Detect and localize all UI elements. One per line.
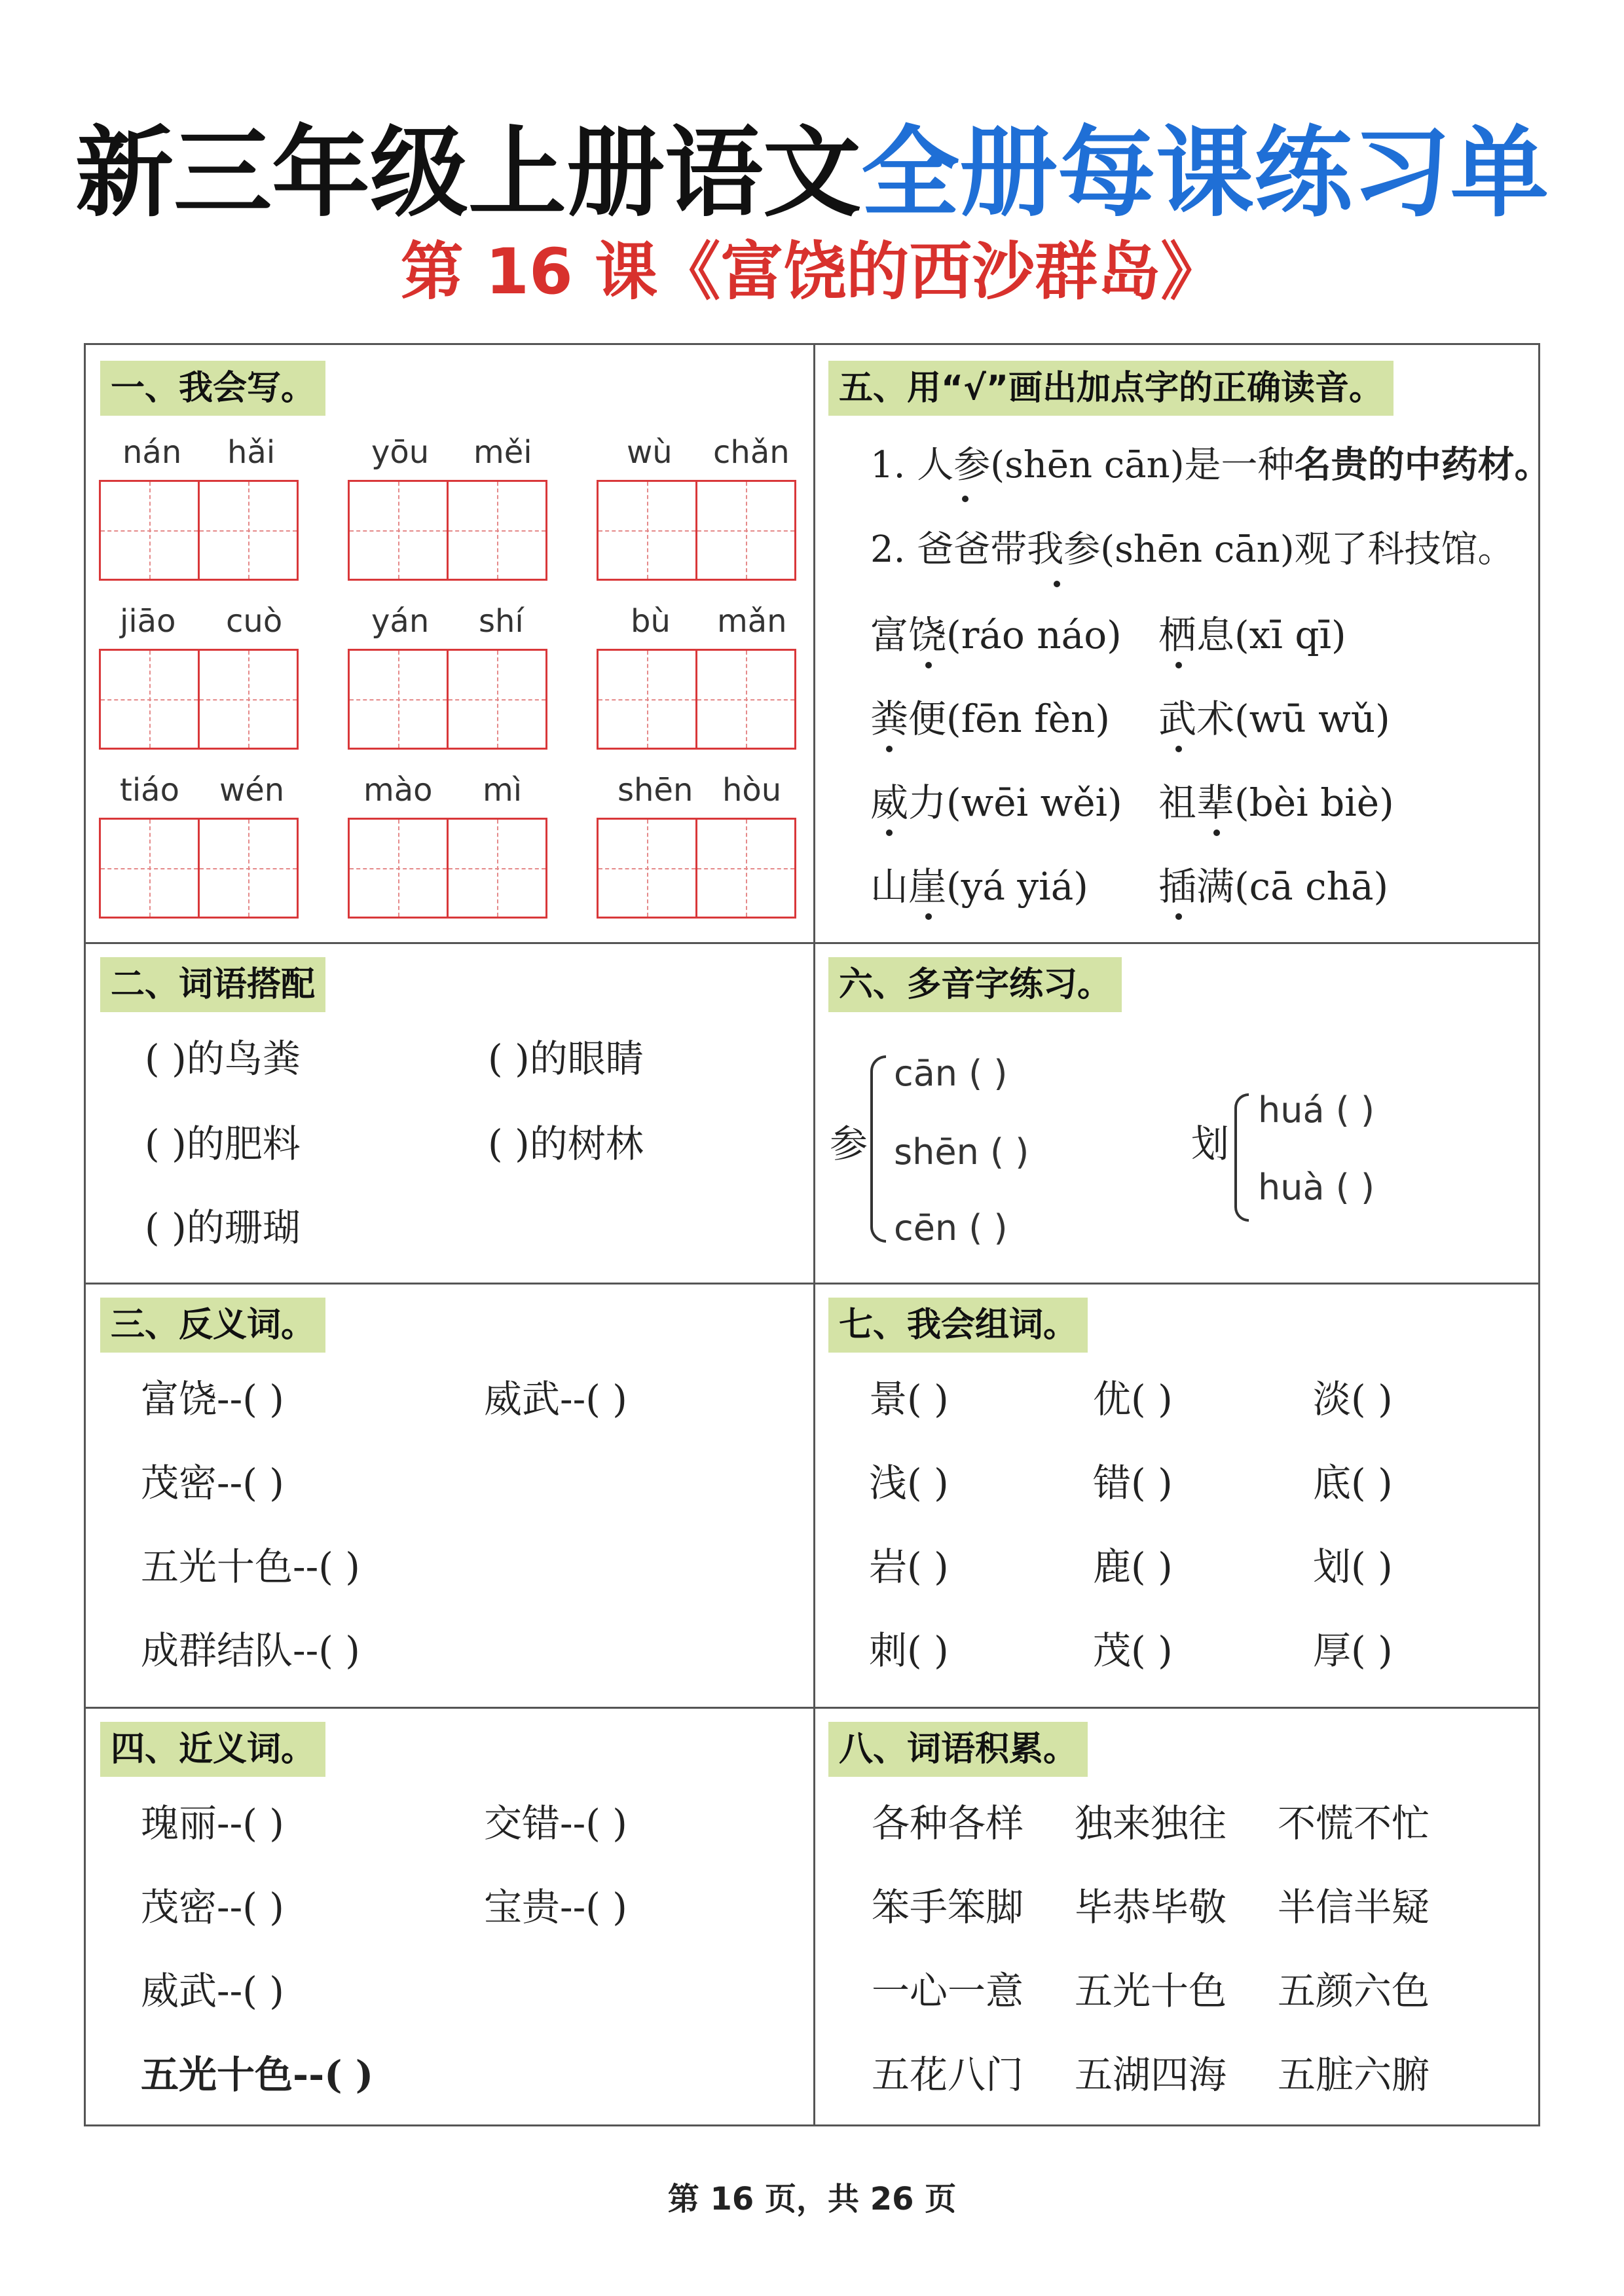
section-heading: 二、词语搭配 — [100, 957, 325, 1012]
antonym-item[interactable]: 五光十色--( ) — [141, 1544, 360, 1589]
reading[interactable]: huà ( ) — [1258, 1167, 1375, 1208]
emphasis-dot — [886, 746, 893, 752]
writing-box[interactable] — [99, 480, 200, 581]
pinyin: yōu — [371, 434, 430, 471]
idiom: 各种各样 — [872, 1801, 1024, 1846]
antonym-item[interactable]: 威武--( ) — [484, 1377, 627, 1421]
pinyin: hòu — [722, 772, 782, 809]
writing-box[interactable] — [447, 649, 547, 750]
idiom: 独来独往 — [1075, 1801, 1227, 1846]
section-word-matching — [86, 944, 813, 1283]
pronunciation-pair[interactable]: 山崖(yá yiá) — [870, 864, 1088, 909]
worksheet-grid — [84, 343, 1551, 2126]
idiom: 五湖四海 — [1075, 2052, 1227, 2097]
reading[interactable]: cēn ( ) — [894, 1207, 1008, 1248]
title-part-2: 全册每课练习单 — [861, 117, 1549, 230]
pinyin: wén — [219, 772, 285, 809]
page-number: 第 16 页，共 26 页 — [667, 2181, 957, 2217]
writing-box[interactable] — [597, 649, 697, 750]
pronunciation-pair[interactable]: 祖辈(bèi biè) — [1158, 780, 1394, 825]
idiom: 毕恭毕敬 — [1075, 1885, 1227, 1929]
writing-box[interactable] — [695, 818, 796, 919]
section-heading: 三、反义词。 — [100, 1298, 325, 1353]
section-polyphonic — [815, 944, 1540, 1283]
writing-box[interactable] — [198, 649, 299, 750]
section-write — [86, 345, 813, 942]
pinyin: měi — [473, 434, 532, 471]
section-pronunciation — [815, 345, 1551, 942]
writing-box[interactable] — [348, 649, 449, 750]
pinyin: mǎn — [717, 603, 787, 640]
word-formation-item[interactable]: 厚( ) — [1313, 1628, 1393, 1673]
idiom: 五脏六腑 — [1278, 2052, 1430, 2097]
emphasis-dot — [1175, 746, 1182, 752]
emphasis-dot — [925, 913, 932, 920]
word-formation-item[interactable]: 错( ) — [1093, 1461, 1173, 1505]
brace — [1234, 1093, 1249, 1222]
idiom: 半信半疑 — [1278, 1885, 1430, 1929]
word-formation-item[interactable]: 岩( ) — [869, 1544, 949, 1589]
pronunciation-pair[interactable]: 栖息(xī qī) — [1158, 613, 1346, 657]
matching-item[interactable]: ( )的鸟粪 — [145, 1036, 301, 1081]
polyphonic-char-hua: 划 — [1191, 1121, 1230, 1166]
writing-box[interactable] — [348, 818, 449, 919]
synonym-item[interactable]: 茂密--( ) — [141, 1885, 284, 1929]
section-heading: 八、词语积累。 — [828, 1722, 1088, 1777]
pinyin: wù — [627, 434, 673, 471]
sentence-1-text: 1. 人参(shēn cān)是一种 — [870, 444, 1295, 486]
emphasis-dot — [886, 829, 893, 836]
word-formation-item[interactable]: 淡( ) — [1313, 1377, 1393, 1421]
pinyin: shēn — [618, 772, 693, 809]
word-formation-item[interactable]: 优( ) — [1093, 1377, 1173, 1421]
section-synonyms — [86, 1709, 813, 2128]
idiom: 一心一意 — [872, 1969, 1024, 2013]
pinyin: jiāo — [120, 603, 176, 640]
section-vocabulary — [815, 1709, 1540, 2128]
writing-box[interactable] — [597, 480, 697, 581]
pronunciation-pair[interactable]: 粪便(fēn fèn) — [870, 697, 1110, 741]
pinyin: yán — [371, 603, 430, 640]
emphasis-dot — [1175, 913, 1182, 920]
pinyin: chǎn — [713, 434, 790, 471]
word-formation-item[interactable]: 浅( ) — [869, 1461, 949, 1505]
pinyin: mào — [363, 772, 433, 809]
reading[interactable]: cān ( ) — [894, 1053, 1008, 1094]
section-heading: 四、近义词。 — [100, 1722, 325, 1777]
emphasis-dot — [1175, 662, 1182, 668]
writing-box[interactable] — [447, 480, 547, 581]
writing-box[interactable] — [99, 649, 200, 750]
writing-box[interactable] — [348, 480, 449, 581]
pinyin: nán — [122, 434, 182, 471]
antonym-item[interactable]: 富饶--( ) — [141, 1377, 284, 1421]
section-heading: 六、多音字练习。 — [828, 957, 1122, 1012]
matching-item[interactable]: ( )的树林 — [488, 1121, 644, 1166]
sentence-1 — [870, 442, 1551, 488]
section-heading: 一、我会写。 — [100, 361, 325, 416]
synonym-item[interactable]: 瑰丽--( ) — [141, 1801, 284, 1846]
title-part-1: 新三年级上册语文 — [75, 117, 861, 230]
pronunciation-pair[interactable]: 威力(wēi wěi) — [870, 780, 1122, 825]
writing-box[interactable] — [198, 480, 299, 581]
synonym-item[interactable]: 威武--( ) — [141, 1969, 284, 2013]
idiom: 笨手笨脚 — [872, 1885, 1024, 1929]
section-word-formation — [815, 1285, 1540, 1707]
writing-box[interactable] — [447, 818, 547, 919]
emphasis-dot — [962, 496, 969, 502]
writing-box[interactable] — [198, 818, 299, 919]
idiom: 五光十色 — [1075, 1969, 1227, 2013]
section-antonyms — [86, 1285, 813, 1707]
sentence-2: 2. 爸爸带我参(shēn cān)观了科技馆。 — [870, 528, 1515, 571]
matching-item[interactable]: ( )的眼睛 — [488, 1036, 644, 1081]
writing-box[interactable] — [99, 818, 200, 919]
word-formation-item[interactable]: 鹿( ) — [1093, 1544, 1173, 1589]
antonym-item[interactable]: 成群结队--( ) — [141, 1628, 360, 1673]
word-formation-item[interactable]: 底( ) — [1313, 1461, 1393, 1505]
idiom: 五花八门 — [872, 2052, 1024, 2097]
pinyin: shí — [479, 603, 524, 640]
lesson-subtitle: 第 16 课《富饶的西沙群岛》 — [400, 235, 1224, 308]
pinyin: mì — [483, 772, 523, 809]
writing-box[interactable] — [695, 649, 796, 750]
antonym-item[interactable]: 茂密--( ) — [141, 1461, 284, 1505]
emphasis-dot — [1054, 581, 1060, 587]
matching-item[interactable]: ( )的肥料 — [145, 1121, 301, 1166]
idiom: 不慌不忙 — [1278, 1801, 1430, 1846]
synonym-item[interactable]: 宝贵--( ) — [484, 1885, 627, 1929]
writing-box[interactable] — [695, 480, 796, 581]
pinyin: hǎi — [227, 434, 276, 471]
pinyin: bù — [631, 603, 671, 640]
reading[interactable]: huá ( ) — [1258, 1089, 1375, 1131]
idiom: 五颜六色 — [1278, 1969, 1430, 2013]
writing-box[interactable] — [597, 818, 697, 919]
section-heading: 五、用“√”画出加点字的正确读音。 — [828, 361, 1393, 416]
pinyin: tiáo — [120, 772, 179, 809]
polyphonic-char-can: 参 — [830, 1121, 868, 1166]
word-formation-item[interactable]: 景( ) — [869, 1377, 949, 1421]
matching-item[interactable]: ( )的珊瑚 — [145, 1205, 301, 1250]
pinyin: cuò — [226, 603, 283, 640]
synonym-item[interactable]: 交错--( ) — [484, 1801, 627, 1846]
section-heading: 七、我会组词。 — [828, 1298, 1088, 1353]
pronunciation-pair[interactable]: 富饶(ráo náo) — [870, 613, 1122, 657]
synonym-item[interactable]: 五光十色--( ) — [141, 2052, 374, 2097]
pronunciation-pair[interactable]: 插满(cā chā) — [1158, 864, 1389, 909]
word-formation-item[interactable]: 刺( ) — [869, 1628, 949, 1673]
page-title — [0, 118, 1624, 229]
sentence-1-bold: 名贵的中药材。 — [1294, 443, 1551, 486]
reading[interactable]: shēn ( ) — [894, 1131, 1029, 1173]
brace — [870, 1055, 886, 1243]
emphasis-dot — [925, 662, 932, 668]
emphasis-dot — [1213, 829, 1220, 836]
word-formation-item[interactable]: 茂( ) — [1093, 1628, 1173, 1673]
word-formation-item[interactable]: 划( ) — [1313, 1544, 1393, 1589]
pronunciation-pair[interactable]: 武术(wū wǔ) — [1158, 697, 1390, 741]
